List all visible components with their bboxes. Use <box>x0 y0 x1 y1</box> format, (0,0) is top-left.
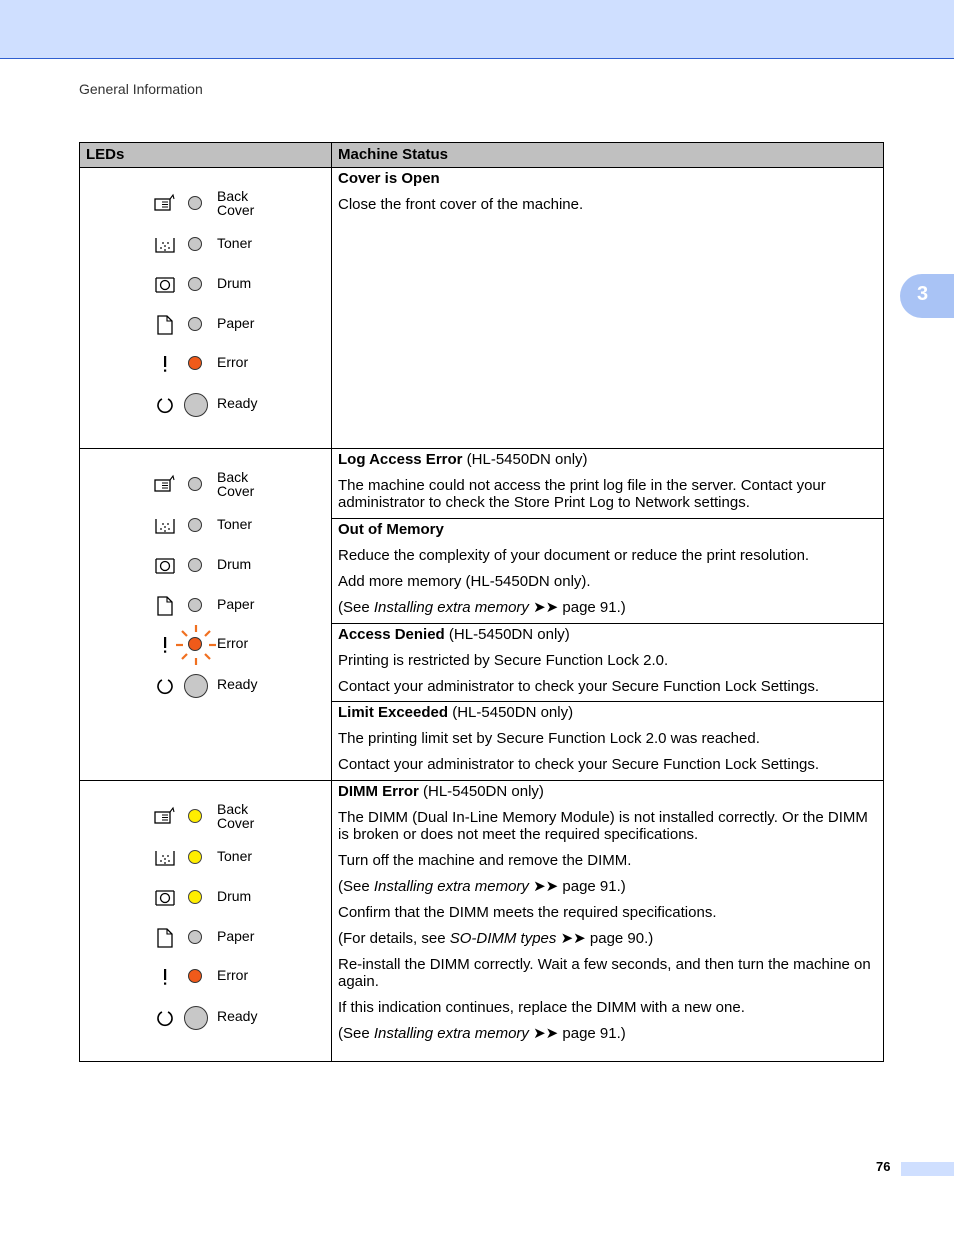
status-text: Close the front cover of the machine. <box>338 196 584 213</box>
reference-text <box>338 930 877 947</box>
drum-icon <box>154 887 176 909</box>
status-block <box>332 702 883 780</box>
led-lamp <box>184 674 208 698</box>
led-label: Paper <box>217 315 255 331</box>
led-line-error <box>80 349 332 379</box>
led-panel <box>80 781 332 1061</box>
status-title-suffix: (HL-5450DN only) <box>448 704 574 721</box>
status-text: The DIMM (Dual In-Line Memory Module) is not installed correctly. Or the DIMM is broken or does not meet the required specifications. <box>338 809 868 843</box>
led-label: Error <box>217 354 249 370</box>
led-line-error <box>80 962 332 992</box>
led-lamp <box>188 809 202 823</box>
paper-icon <box>154 314 176 336</box>
led-line-toner <box>80 843 332 873</box>
toner-icon <box>154 847 176 869</box>
led-label: Drum <box>217 888 252 904</box>
status-title-suffix: (HL-5450DN only) <box>462 451 588 468</box>
led-line-paper <box>80 591 332 621</box>
status-title: Cover is Open <box>338 170 440 187</box>
ref-pre: (See <box>338 1025 374 1042</box>
status-text: The printing limit set by Secure Function Lock 2.0 was reached. <box>338 730 760 747</box>
led-label: Back Cover <box>217 801 255 831</box>
led-panel <box>80 168 332 448</box>
led-lamp <box>188 196 202 210</box>
led-lamp <box>188 518 202 532</box>
status-title: DIMM Error <box>338 783 419 800</box>
led-label: Back Cover <box>217 188 255 218</box>
status-title: Limit Exceeded <box>338 704 449 721</box>
led-panel <box>80 449 332 780</box>
chapter-number: 3 <box>917 283 929 305</box>
error-icon <box>154 966 176 988</box>
led-line-ready <box>80 390 332 420</box>
back-cover-icon <box>154 474 176 496</box>
led-status-table <box>79 142 884 1062</box>
led-lamp <box>188 969 202 983</box>
status-text: Contact your administrator to check your Secure Function Lock Settings. <box>338 678 820 695</box>
reference-text <box>338 599 877 616</box>
status-title: Log Access Error <box>338 451 463 468</box>
led-label: Ready <box>217 395 258 411</box>
led-lamp <box>188 277 202 291</box>
led-line-back-cover <box>80 470 332 500</box>
led-label: Paper <box>217 928 255 944</box>
reference-text <box>338 878 877 895</box>
error-icon <box>154 353 176 375</box>
led-label: Ready <box>217 1008 258 1024</box>
led-line-drum <box>80 883 332 913</box>
status-text: Printing is restricted by Secure Function Lock 2.0. <box>338 652 669 669</box>
status-text: Turn off the machine and remove the DIMM. <box>338 852 632 869</box>
table-header <box>80 143 883 168</box>
ref-link[interactable]: Installing extra memory <box>373 1025 529 1042</box>
led-label: Toner <box>217 516 253 532</box>
drum-icon <box>154 555 176 577</box>
led-lamp <box>188 356 202 370</box>
led-lamp <box>184 1006 208 1030</box>
status-block <box>332 624 883 702</box>
led-line-drum <box>80 270 332 300</box>
ref-post: ➤➤ page 91.) <box>528 599 626 616</box>
led-lamp <box>188 637 202 651</box>
ref-pre: (See <box>338 599 374 616</box>
led-label: Back Cover <box>217 469 255 499</box>
footer-bar <box>901 1162 954 1176</box>
ref-link[interactable]: Installing extra memory <box>373 878 529 895</box>
status-block <box>332 519 883 624</box>
status-cell <box>332 781 883 1061</box>
status-text: Confirm that the DIMM meets the required specifications. <box>338 904 717 921</box>
status-title-suffix: (HL-5450DN only) <box>444 626 570 643</box>
led-line-back-cover <box>80 189 332 219</box>
status-text: If this indication continues, replace the DIMM with a new one. <box>338 999 745 1016</box>
led-label: Toner <box>217 848 253 864</box>
led-label: Ready <box>217 676 258 692</box>
table-row <box>80 449 883 781</box>
led-label: Paper <box>217 596 255 612</box>
status-text: Add more memory (HL-5450DN only). <box>338 573 591 590</box>
led-lamp <box>188 930 202 944</box>
led-line-ready <box>80 671 332 701</box>
paper-icon <box>154 927 176 949</box>
paper-icon <box>154 595 176 617</box>
led-line-toner <box>80 230 332 260</box>
led-lamp <box>188 850 202 864</box>
status-text: Re-install the DIMM correctly. Wait a few seconds, and then turn the machine on again. <box>338 956 871 990</box>
ref-link[interactable]: Installing extra memory <box>373 599 529 616</box>
ready-icon <box>154 1007 176 1029</box>
toner-icon <box>154 234 176 256</box>
status-text: Contact your administrator to check your Secure Function Lock Settings. <box>338 756 820 773</box>
table-row <box>80 781 883 1061</box>
column-header-leds: LEDs <box>80 143 332 167</box>
led-lamp <box>188 598 202 612</box>
status-block <box>332 449 883 519</box>
led-label: Toner <box>217 235 253 251</box>
error-icon <box>154 634 176 656</box>
led-label: Drum <box>217 275 252 291</box>
status-block <box>332 168 883 447</box>
status-cell <box>332 168 883 448</box>
led-line-back-cover <box>80 802 332 832</box>
ready-icon <box>154 394 176 416</box>
back-cover-icon <box>154 806 176 828</box>
led-lamp <box>188 477 202 491</box>
led-line-ready <box>80 1003 332 1033</box>
status-text: Reduce the complexity of your document or reduce the print resolution. <box>338 547 810 564</box>
led-line-error <box>80 630 332 660</box>
led-lamp <box>184 393 208 417</box>
column-header-status: Machine Status <box>338 146 449 163</box>
led-lamp <box>188 237 202 251</box>
led-label: Drum <box>217 556 252 572</box>
led-line-paper <box>80 310 332 340</box>
back-cover-icon <box>154 193 176 215</box>
status-title-suffix: (HL-5450DN only) <box>418 783 544 800</box>
ready-icon <box>154 675 176 697</box>
drum-icon <box>154 274 176 296</box>
led-line-toner <box>80 511 332 541</box>
ref-pre: (For details, see <box>338 930 450 947</box>
header-bar <box>0 0 954 59</box>
status-block <box>332 781 883 1060</box>
ref-post: ➤➤ page 90.) <box>556 930 654 947</box>
status-title: Access Denied <box>338 626 445 643</box>
toner-icon <box>154 515 176 537</box>
status-text: The machine could not access the print log file in the server. Contact your administrator to check the Store Print Log to Network settings. <box>338 477 826 511</box>
ref-post: ➤➤ page 91.) <box>528 878 626 895</box>
led-line-drum <box>80 551 332 581</box>
led-lamp <box>188 890 202 904</box>
ref-pre: (See <box>338 878 374 895</box>
led-line-paper <box>80 923 332 953</box>
ref-link[interactable]: SO-DIMM types <box>449 930 557 947</box>
status-title: Out of Memory <box>338 521 444 538</box>
led-lamp <box>188 317 202 331</box>
reference-text <box>338 1025 877 1042</box>
ref-post: ➤➤ page 91.) <box>528 1025 626 1042</box>
led-label: Error <box>217 967 249 983</box>
led-lamp <box>188 558 202 572</box>
led-label: Error <box>217 635 249 651</box>
page-number: 76 <box>876 1159 891 1174</box>
table-row <box>80 168 883 449</box>
status-cell <box>332 449 883 780</box>
chapter-tab <box>900 274 954 318</box>
breadcrumb: General Information <box>79 81 203 97</box>
